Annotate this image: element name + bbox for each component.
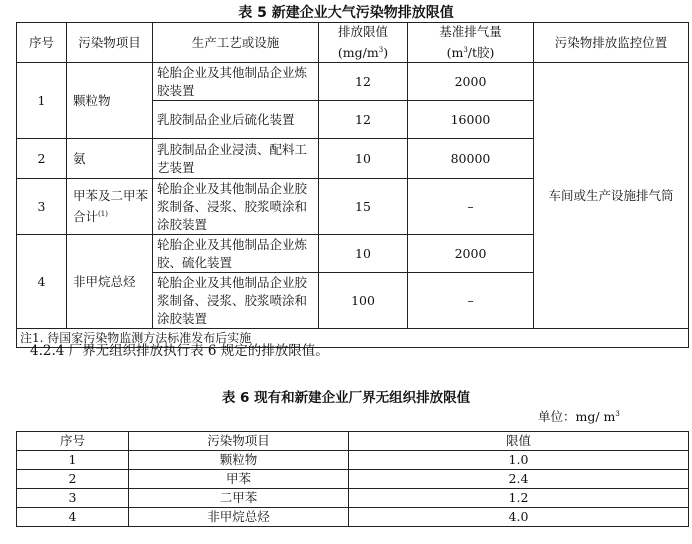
t6-row3-limit: 1.2 bbox=[349, 489, 689, 508]
header-base-unit-pre: (m bbox=[446, 45, 464, 61]
row4-limit: 10 bbox=[319, 235, 408, 273]
table5-header-row bbox=[17, 23, 689, 63]
monitor-location: 车间或生产设施排气筒 bbox=[534, 63, 689, 329]
header-monitor: 污染物排放监控位置 bbox=[534, 23, 689, 63]
row1-process: 轮胎企业及其他制品企业炼胶装置 bbox=[153, 63, 319, 101]
row4-base: 2000 bbox=[408, 235, 534, 273]
row4b-process: 轮胎企业及其他制品企业胶浆制备、浸浆、胶浆喷涂和涂胶装置 bbox=[153, 273, 319, 329]
table-row bbox=[17, 451, 689, 470]
header-base bbox=[408, 23, 534, 63]
row4b-limit: 100 bbox=[319, 273, 408, 329]
row4-process: 轮胎企业及其他制品企业炼胶、硫化装置 bbox=[153, 235, 319, 273]
row2-limit: 10 bbox=[319, 139, 408, 179]
t6-row4-limit: 4.0 bbox=[349, 508, 689, 527]
row4-seq: 4 bbox=[17, 235, 67, 329]
t6-row4-pollutant: 非甲烷总烃 bbox=[129, 508, 349, 527]
table-row bbox=[17, 489, 689, 508]
table6-unit-sup: 3 bbox=[615, 409, 620, 418]
table6 bbox=[16, 431, 689, 527]
header-base-sup: 3 bbox=[463, 46, 468, 54]
row1-seq: 1 bbox=[17, 63, 67, 139]
row3-limit: 15 bbox=[319, 179, 408, 235]
row1b-base: 16000 bbox=[408, 101, 534, 139]
header-limit-unit: (mg/m bbox=[337, 45, 379, 61]
t6-row2-seq: 2 bbox=[17, 470, 129, 489]
row3-process: 轮胎企业及其他制品企业胶浆制备、浸浆、胶浆喷涂和涂胶装置 bbox=[153, 179, 319, 235]
table6-header-row bbox=[17, 432, 689, 451]
row1-pollutant: 颗粒物 bbox=[67, 63, 153, 139]
t6-row4-seq: 4 bbox=[17, 508, 129, 527]
table-row bbox=[17, 508, 689, 527]
table5 bbox=[16, 22, 689, 348]
t6-row1-pollutant: 颗粒物 bbox=[129, 451, 349, 470]
header-limit-close: ) bbox=[383, 45, 389, 61]
t6-row3-seq: 3 bbox=[17, 489, 129, 508]
row3-pollutant-sup: (1) bbox=[98, 210, 108, 219]
header-limit-sup: 3 bbox=[378, 46, 384, 54]
t6-row1-limit: 1.0 bbox=[349, 451, 689, 470]
row1-limit: 12 bbox=[319, 63, 408, 101]
row2-process: 乳胶制品企业浸渍、配料工艺装置 bbox=[153, 139, 319, 179]
header-pollutant: 污染物项目 bbox=[67, 23, 153, 63]
t6-row2-pollutant: 甲苯 bbox=[129, 470, 349, 489]
table6-unit-text: 单位：mg/ m bbox=[538, 409, 616, 424]
t6-row1-seq: 1 bbox=[17, 451, 129, 470]
header-base-line1: 基准排气量 bbox=[439, 24, 502, 39]
row2-base: 80000 bbox=[408, 139, 534, 179]
t6-row3-pollutant: 二甲苯 bbox=[129, 489, 349, 508]
table-row bbox=[17, 470, 689, 489]
header-limit-line1: 排放限值 bbox=[337, 24, 388, 39]
table5-title: 表 5 新建企业大气污染物排放限值 bbox=[238, 5, 454, 21]
row4-pollutant: 非甲烷总烃 bbox=[67, 235, 153, 329]
row1b-process: 乳胶制品企业后硫化装置 bbox=[153, 101, 319, 139]
row3-pollutant bbox=[67, 179, 153, 235]
header-seq: 序号 bbox=[17, 23, 67, 63]
table6-title: 表 6 现有和新建企业厂界无组织排放限值 bbox=[221, 390, 471, 406]
table5-note: 注1. 待国家污染物监测方法标准发布后实施 bbox=[17, 329, 689, 348]
header-base-line2 bbox=[408, 41, 533, 62]
row2-pollutant: 氨 bbox=[67, 139, 153, 179]
header-limit-line2 bbox=[319, 41, 407, 62]
row1b-limit: 12 bbox=[319, 101, 408, 139]
t6-header-pollutant: 污染物项目 bbox=[129, 432, 349, 451]
section-paragraph: 4.2.4 厂界无组织排放执行表 6 规定的排放限值。 bbox=[30, 343, 329, 359]
row2-seq: 2 bbox=[17, 139, 67, 179]
header-limit bbox=[319, 23, 408, 63]
table-row bbox=[17, 63, 689, 101]
t6-header-seq: 序号 bbox=[17, 432, 129, 451]
header-base-unit-post: /t胶) bbox=[467, 45, 495, 61]
row1-base: 2000 bbox=[408, 63, 534, 101]
t6-row2-limit: 2.4 bbox=[349, 470, 689, 489]
row4b-base: – bbox=[408, 273, 534, 329]
header-process: 生产工艺或设施 bbox=[153, 23, 319, 63]
row3-base: – bbox=[408, 179, 534, 235]
row3-pollutant-text: 甲苯及二甲苯合计 bbox=[73, 188, 149, 225]
t6-header-limit: 限值 bbox=[349, 432, 689, 451]
table6-unit bbox=[538, 407, 620, 425]
row3-seq: 3 bbox=[17, 179, 67, 235]
